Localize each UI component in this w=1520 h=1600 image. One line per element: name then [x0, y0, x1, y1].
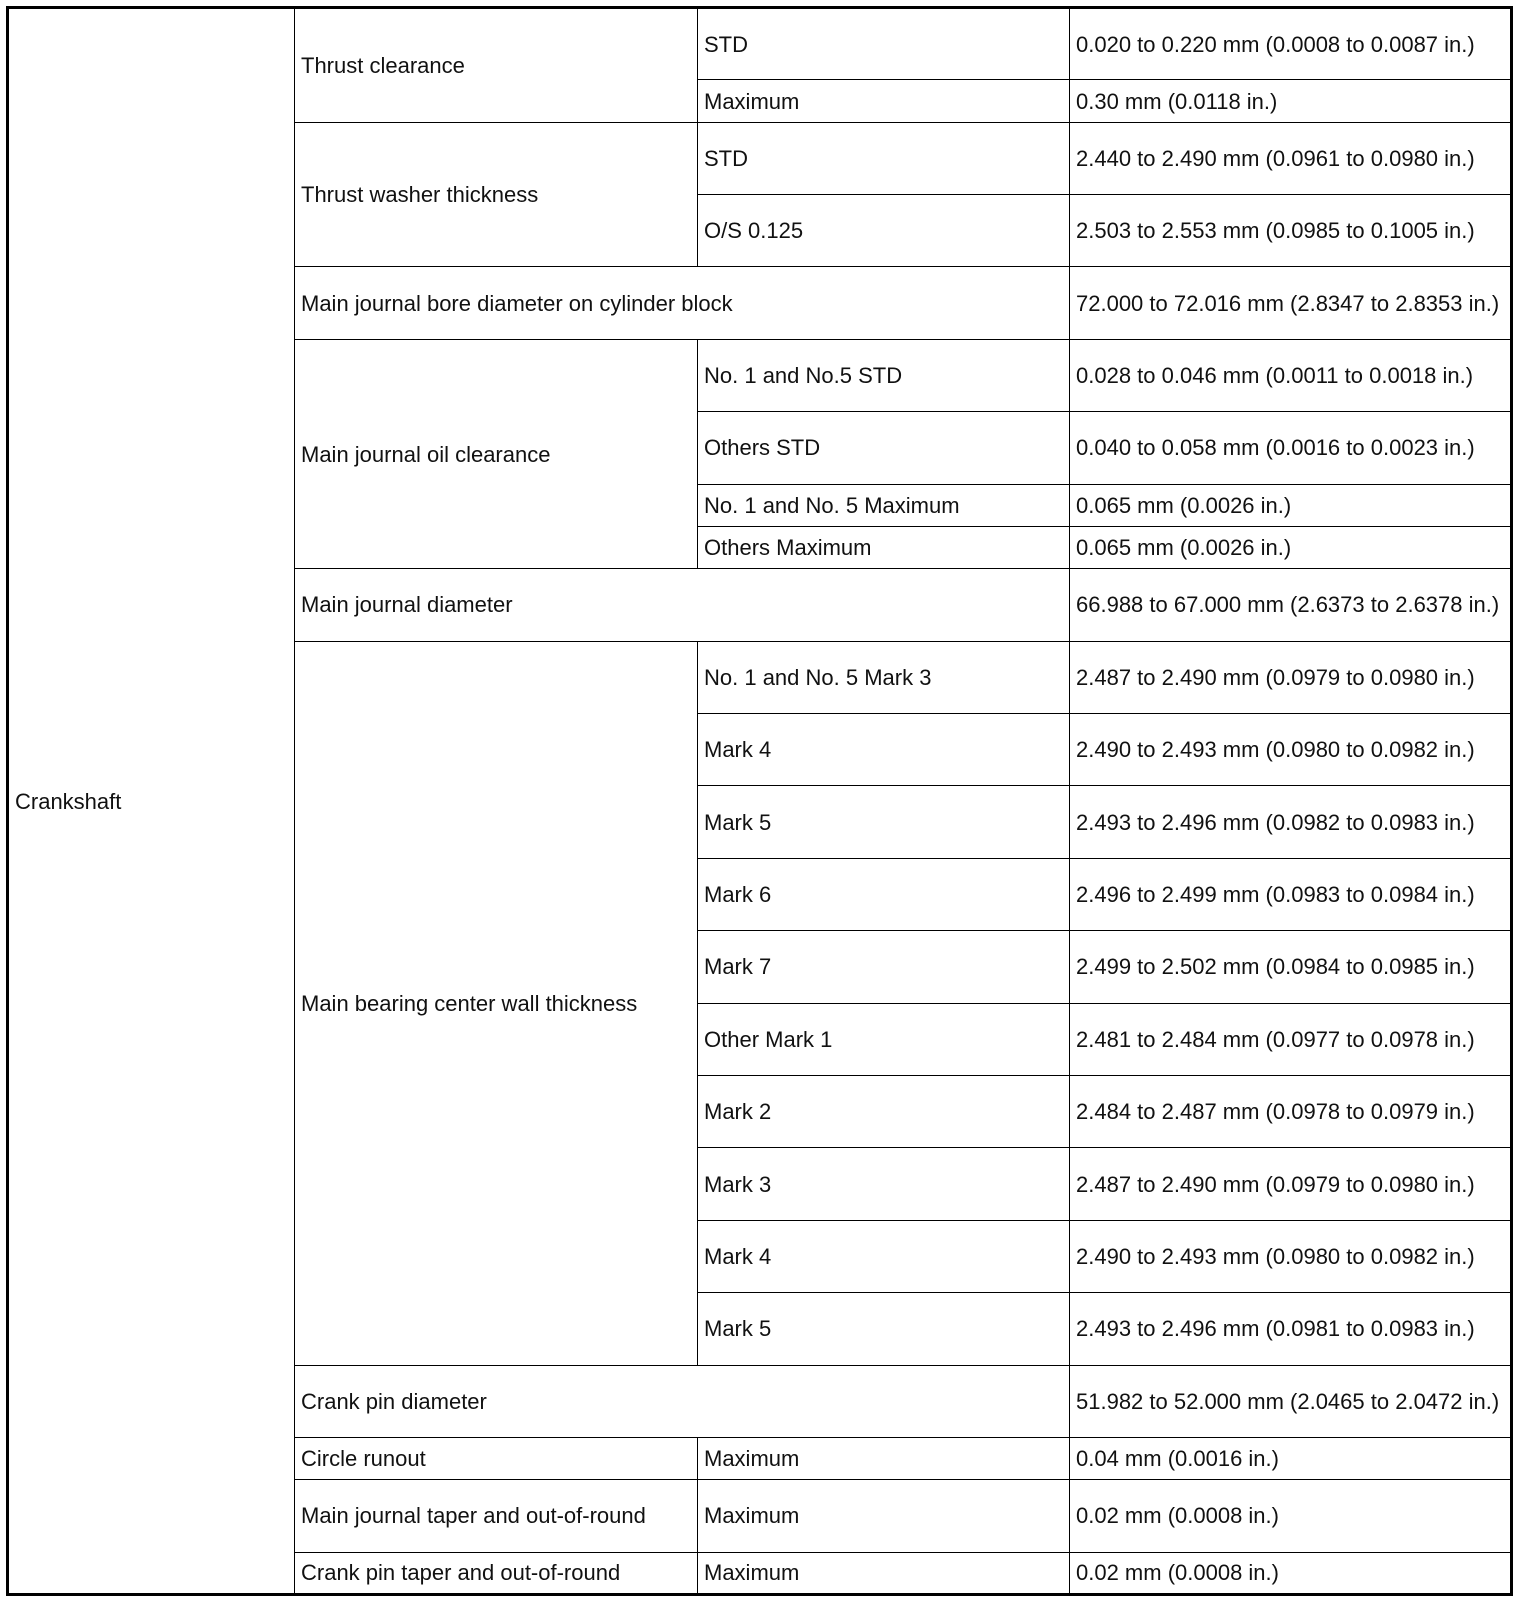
- spec-value: 51.982 to 52.000 mm (2.0465 to 2.0472 in.): [1070, 1365, 1512, 1437]
- condition-label: Maximum: [698, 1438, 1070, 1480]
- condition-label: O/S 0.125: [698, 195, 1070, 267]
- condition-label: Mark 4: [698, 1220, 1070, 1292]
- condition-label: Other Mark 1: [698, 1003, 1070, 1075]
- item-label: Main journal diameter: [295, 569, 1070, 641]
- condition-label: Mark 5: [698, 786, 1070, 858]
- condition-label: Others STD: [698, 412, 1070, 484]
- spec-value: 2.503 to 2.553 mm (0.0985 to 0.1005 in.): [1070, 195, 1512, 267]
- item-label: Main journal oil clearance: [295, 339, 698, 568]
- spec-value: 0.30 mm (0.0118 in.): [1070, 80, 1512, 122]
- spec-value: 2.481 to 2.484 mm (0.0977 to 0.0978 in.): [1070, 1003, 1512, 1075]
- condition-label: Maximum: [698, 1480, 1070, 1552]
- condition-label: Mark 3: [698, 1148, 1070, 1220]
- condition-label: STD: [698, 122, 1070, 194]
- spec-value: 0.065 mm (0.0026 in.): [1070, 526, 1512, 568]
- item-label: Thrust clearance: [295, 8, 698, 123]
- condition-label: Mark 4: [698, 713, 1070, 785]
- condition-label: Maximum: [698, 80, 1070, 122]
- spec-value: 2.487 to 2.490 mm (0.0979 to 0.0980 in.): [1070, 641, 1512, 713]
- item-label: Circle runout: [295, 1438, 698, 1480]
- condition-label: STD: [698, 8, 1070, 80]
- spec-value: 2.484 to 2.487 mm (0.0978 to 0.0979 in.): [1070, 1075, 1512, 1147]
- spec-value: 2.490 to 2.493 mm (0.0980 to 0.0982 in.): [1070, 1220, 1512, 1292]
- spec-value: 72.000 to 72.016 mm (2.8347 to 2.8353 in.): [1070, 267, 1512, 339]
- item-label: Main journal taper and out-of-round: [295, 1480, 698, 1552]
- condition-label: No. 1 and No.5 STD: [698, 339, 1070, 411]
- item-label: Crank pin diameter: [295, 1365, 1070, 1437]
- condition-label: No. 1 and No. 5 Mark 3: [698, 641, 1070, 713]
- condition-label: Mark 2: [698, 1075, 1070, 1147]
- condition-label: Mark 5: [698, 1293, 1070, 1365]
- spec-value: 2.487 to 2.490 mm (0.0979 to 0.0980 in.): [1070, 1148, 1512, 1220]
- spec-value: 2.496 to 2.499 mm (0.0983 to 0.0984 in.): [1070, 858, 1512, 930]
- item-label: Crank pin taper and out-of-round: [295, 1552, 698, 1594]
- spec-value: 0.02 mm (0.0008 in.): [1070, 1552, 1512, 1594]
- item-label: Thrust washer thickness: [295, 122, 698, 267]
- item-label: Main bearing center wall thickness: [295, 641, 698, 1365]
- spec-value: 2.493 to 2.496 mm (0.0981 to 0.0983 in.): [1070, 1293, 1512, 1365]
- spec-value: 0.040 to 0.058 mm (0.0016 to 0.0023 in.): [1070, 412, 1512, 484]
- item-label: Main journal bore diameter on cylinder block: [295, 267, 1070, 339]
- spec-value: 2.440 to 2.490 mm (0.0961 to 0.0980 in.): [1070, 122, 1512, 194]
- condition-label: Mark 6: [698, 858, 1070, 930]
- spec-value: 0.02 mm (0.0008 in.): [1070, 1480, 1512, 1552]
- table-row: [8, 8, 1512, 80]
- condition-label: Maximum: [698, 1552, 1070, 1594]
- spec-value: 2.493 to 2.496 mm (0.0982 to 0.0983 in.): [1070, 786, 1512, 858]
- spec-value: 2.490 to 2.493 mm (0.0980 to 0.0982 in.): [1070, 713, 1512, 785]
- condition-label: Others Maximum: [698, 526, 1070, 568]
- spec-value: 0.028 to 0.046 mm (0.0011 to 0.0018 in.): [1070, 339, 1512, 411]
- spec-value: 0.020 to 0.220 mm (0.0008 to 0.0087 in.): [1070, 8, 1512, 80]
- spec-value: 0.065 mm (0.0026 in.): [1070, 484, 1512, 526]
- condition-label: No. 1 and No. 5 Maximum: [698, 484, 1070, 526]
- condition-label: Mark 7: [698, 931, 1070, 1003]
- spec-value: 2.499 to 2.502 mm (0.0984 to 0.0985 in.): [1070, 931, 1512, 1003]
- section-label: Crankshaft: [8, 8, 295, 1595]
- spec-value: 66.988 to 67.000 mm (2.6373 to 2.6378 in.): [1070, 569, 1512, 641]
- crankshaft-spec-table: [6, 6, 1513, 1596]
- spec-value: 0.04 mm (0.0016 in.): [1070, 1438, 1512, 1480]
